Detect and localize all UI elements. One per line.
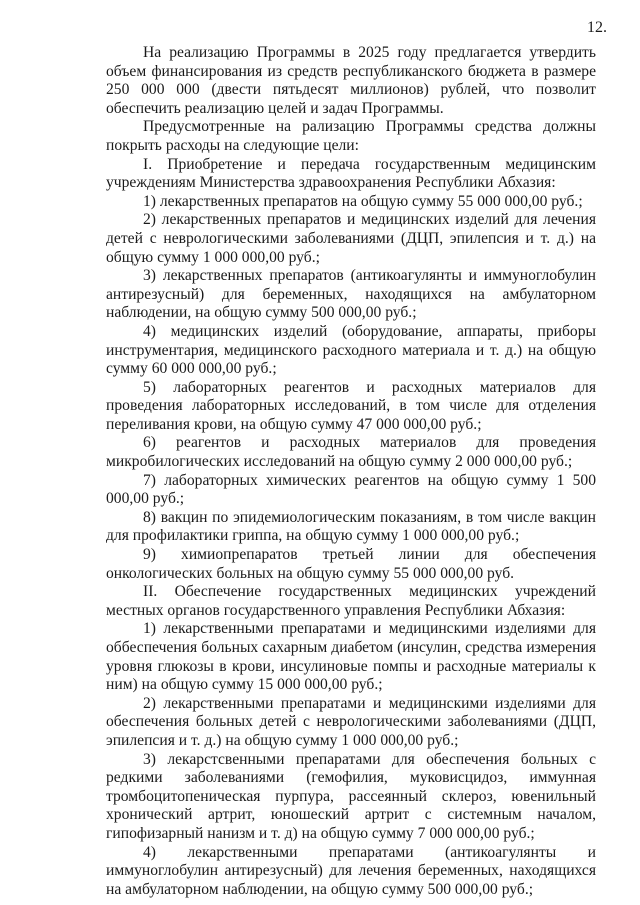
list-item: 2) лекарственными препаратами и медицинскими изделиями для обеспечения больных детей с неврологическими заболеваниями (ДЦП, эпилепсия и т. д.) на общую сумму 1 000 000,00 руб.; — [106, 694, 596, 749]
list-item: 4) медицинских изделий (оборудование, аппараты, приборы инструментария, медицинского расходного материала и т. д.) на общую сумму 60 000 000,00 руб.; — [106, 322, 596, 378]
list-item: 3) лекарственных препаратов (антикоагулянты и иммуноглобулин антирезусный) для беременных, находящихся на амбулаторном наблюдении, на общую сумму 500 000,00 руб.; — [106, 267, 596, 322]
list-item: 8) вакцин по эпидемиологическим показаниям, в том числе вакцин для профилактики гриппа, на общую сумму 1 000 000,00 руб.; — [106, 508, 596, 545]
section-heading-1: I. Приобретение и передача государственным медицинским учреждениям Министерства здравоохранения Республики Абхазия: — [106, 155, 596, 192]
list-item: 7) лабораторных химических реагентов на общую сумму 1 500 000,00 руб.; — [106, 471, 596, 508]
list-item: 2) лекарственных препаратов и медицинских изделий для лечения детей с неврологическими заболеваниями (ДЦП, эпилепсия и т. д.) на общую сумму 1 000 000,00 руб.; — [106, 211, 596, 266]
list-item: 4) лекарственными препаратами (антикоагулянты и иммуноглобулин антирезусный) для лечения беременных, находящихся на амбулаторном наблюдении, на общую сумму 500 000,00 руб.; — [106, 843, 596, 898]
list-item: 5) лабораторных реагентов и расходных материалов для проведения лабораторных исследований, в том числе для отделения переливания крови, на общую сумму 47 000 000,00 руб.; — [106, 378, 596, 433]
document-body — [106, 44, 596, 899]
section-heading-2: II. Обеспечение государственных медицинских учреждений местных органов государственного управления Республики Абхазия: — [106, 583, 596, 619]
list-item: 6) реагентов и расходных материалов для проведения микробилогических исследований на общую сумму 2 000 000,00 руб.; — [106, 434, 596, 471]
list-item: 1) лекарственных препаратов на общую сумму 55 000 000,00 руб.; — [143, 192, 583, 210]
paragraph-expenses-intro: Предусмотренные на рализацию Программы средства должны покрыть расходы на следующие цели: — [106, 118, 596, 154]
list-item: 1) лекарственными препаратами и медицинскими изделиями для оббеспечения больных сахарным диабетом (инсулин, средства измерения уровня глюкозы в крови, инсулиновые помпы и расходные материалы к ним) на общую сумму 15 000 000,00 руб.; — [106, 620, 596, 694]
list-item: 9) химиопрепаратов третьей линии для обеспечения онкологических больных на общую сумму 55 000 000,00 руб. — [106, 546, 596, 582]
list-item: 3) лекарстсвенными препаратами для обеспечения больных с редкими заболеваниями (гемофилия, муковисцидоз, иммунная тромбоцитопеническая пурпура, рассеянный склероз, ювенильный хронический артрит, юношеский артрит с системным началом, гипофизарный нанизм и т. д) на общую сумму 7 000 000,00 руб.; — [106, 750, 596, 842]
page-number: 12. — [587, 19, 607, 36]
paragraph-funding-intro: На реализацию Программы в 2025 году предлагается утвердить объем финансирования из средств республиканского бюджета в размере 250 000 000 (двести пятьдесят миллионов) рублей, что позволит обеспечить реализацию целей и задач Программы. — [106, 44, 596, 117]
